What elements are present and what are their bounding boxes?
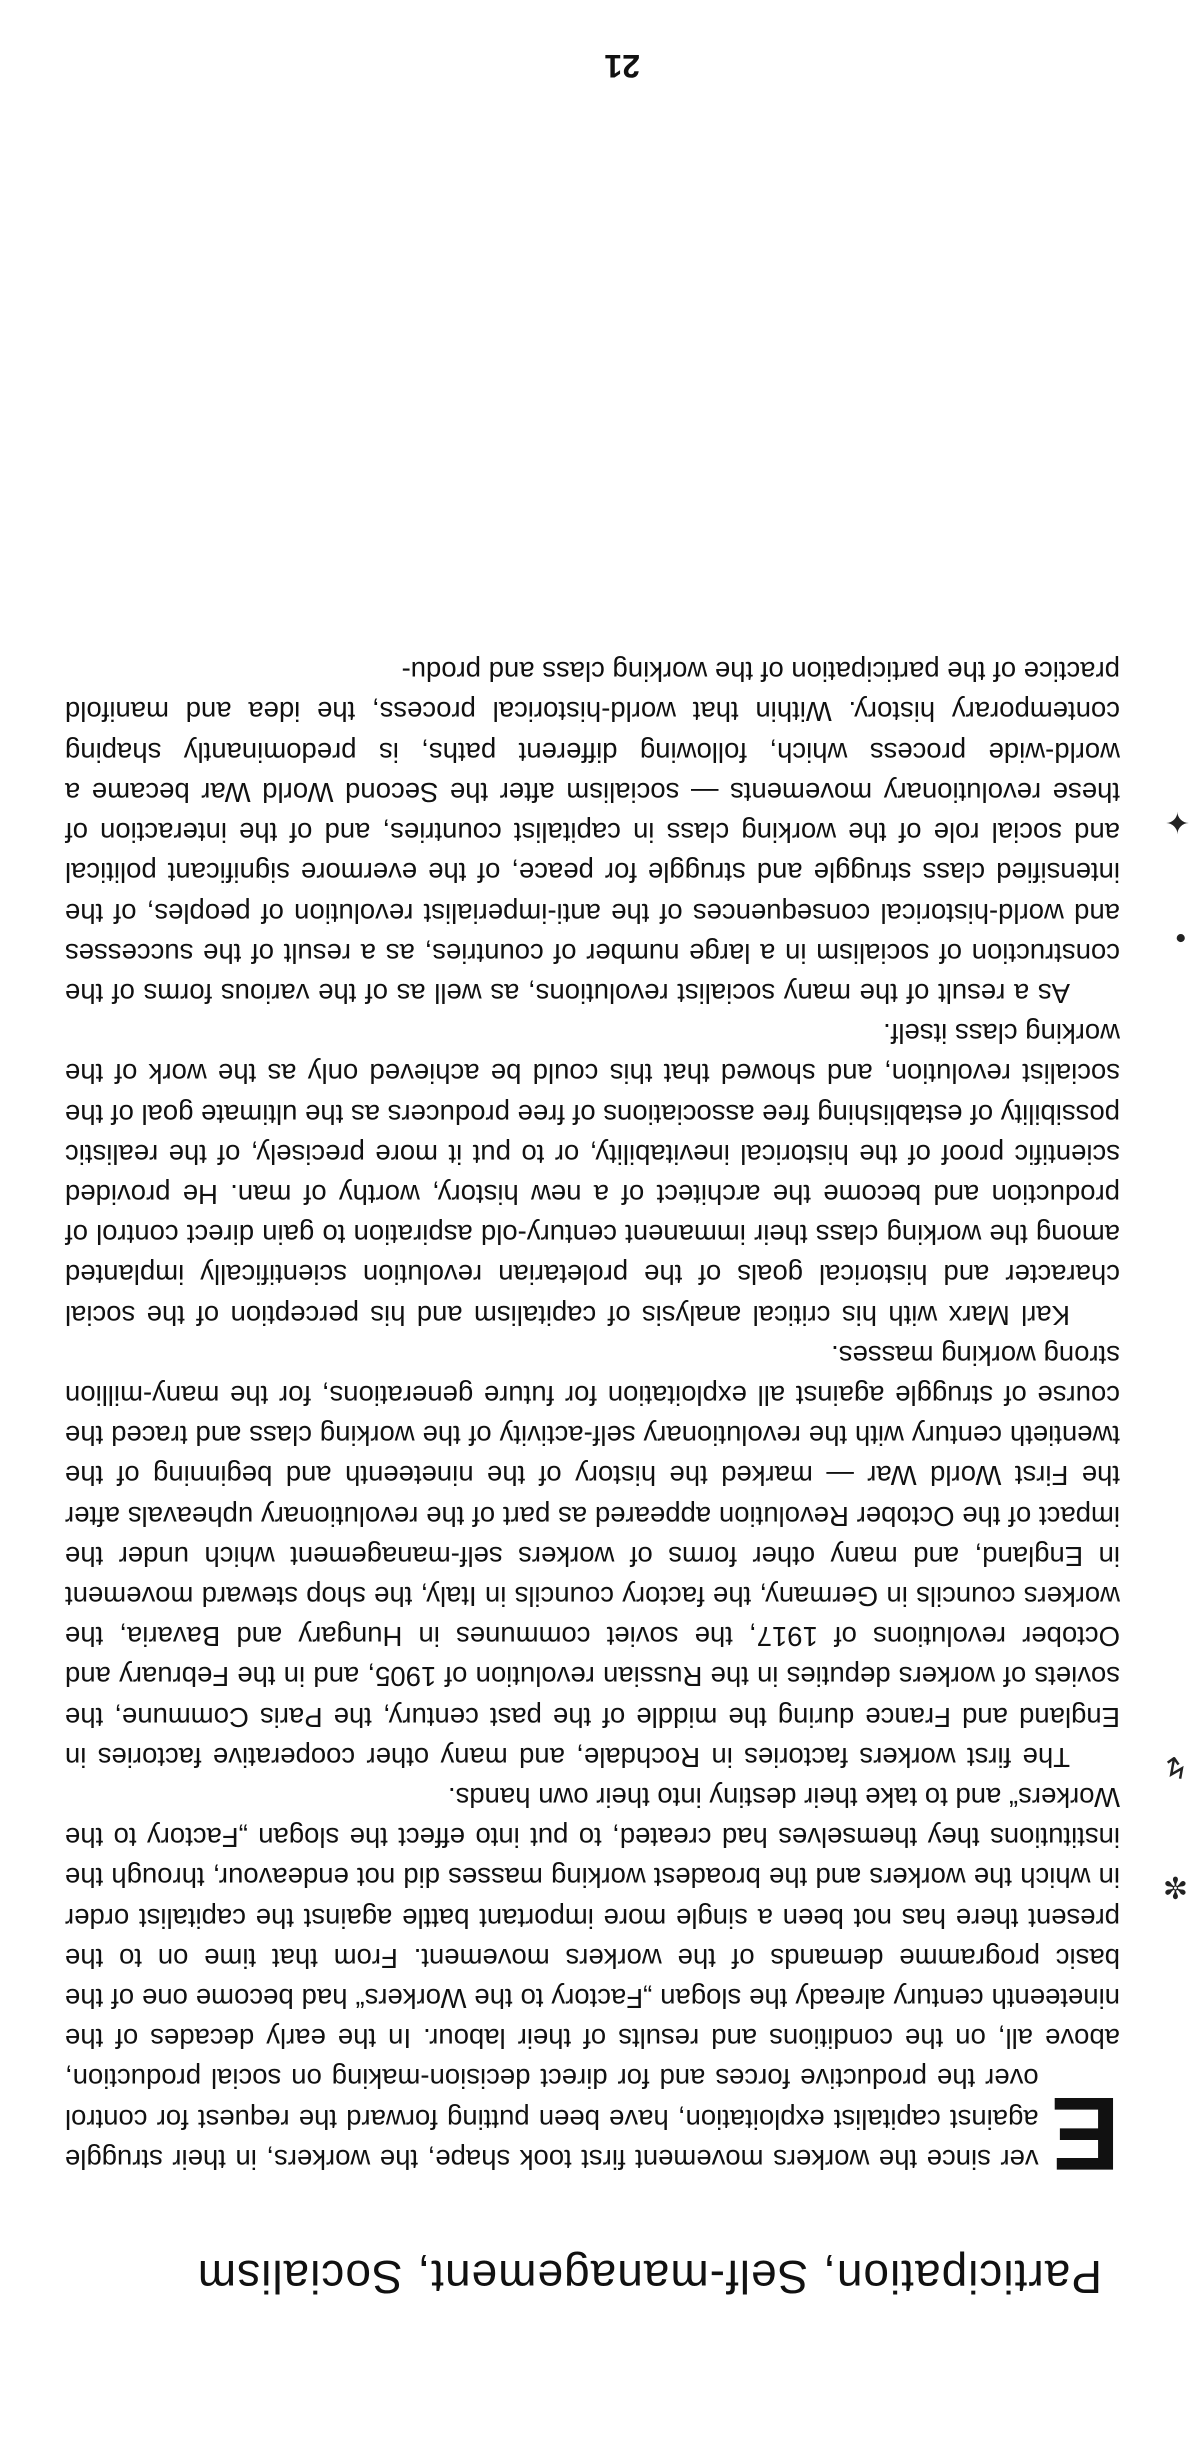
paragraph-2: The first workers factories in Rochdale, and many other cooperative factories in England and France during the middle of the past century, the Paris Commune, the soviets of workers deputies in the Russian revolution of 1905, and in the February and October revolutions of 1917, the soviet communes in Hungary and Bavaria, the workers councils in Germany, the factory councils in Italy, the shop steward movement in England, and many other forms of workers self-management which under the impact of the October Revolution appeared as part of the revolutionary upheavals after the First World War — marked the history of the nineteenth and beginning of the twentieth century with the revolutionary self-activity of the working class and traced the course of struggle against all exploitation for future generations, for the many-million strong working masses. (65, 1339, 1120, 1773)
paragraph-1: Ever since the workers movement first took shape, the workers, in their struggle against capitalist exploitation, have been putting forward the request for control over the productive forces and for direct decision-making on social production, above all, on the conditions and results of their labour. In the early decades of the nineteenth century already the slogan „Factory to the Workers“ had become one of the basic programme demands of the workers movement. From that time on to the present there has not been a single more important battle against the capitalist order in which the workers and the broadest working masses did not endeavour, through the institutions they themselves had created, to put into effect the slogan „Factory to the Workers“ and to take their destiny into their own hands. (65, 1781, 1120, 2191)
paragraph-3: Karl Marx with his critical analysis of capitalism and his perception of the social character and historical goals of the proletarian revolution scientifically implanted among the working class their immanent century-old aspiration to gain direct control of production and become the architect of a new history, worthy of man. He provided scientific proof of the historical inevitability, or to put it more precisely, of the realistic possibility of establishing free associations of free producers as the ultimate goal of the socialist revolution, and showed that this could be achieved only as the work of the working class itself. (65, 1018, 1120, 1331)
page-content (65, 651, 1120, 2304)
page-number: 21 (604, 48, 640, 84)
page-title: Participation, Self-management, Socialism (196, 2251, 1102, 2303)
paragraph-4: As a result of the many socialist revolutions, as well as of the various forms of the construction of socialism in a large number of countries, as a result of the successes and world-historical consequences of the anti-imperialist revolution of peoples, of the intensified class struggle and struggle for peace, of the evermore significant political and social role of the working class in capitalist countries, and of the interaction of these revolutionary movements — socialism after the Second World War became a world-wide process which, following different paths, is predominantly shaping contemporary history. Within that world-historical process, the idea and manifold practice of the participation of the working class and produ- (65, 656, 1120, 1009)
margin-mark-icon: ↯ (1162, 1750, 1188, 1783)
margin-mark-icon: ✦ (1164, 805, 1190, 838)
margin-mark-icon: • (1175, 921, 1186, 954)
margin-mark-icon: ✼ (1162, 1870, 1188, 1903)
